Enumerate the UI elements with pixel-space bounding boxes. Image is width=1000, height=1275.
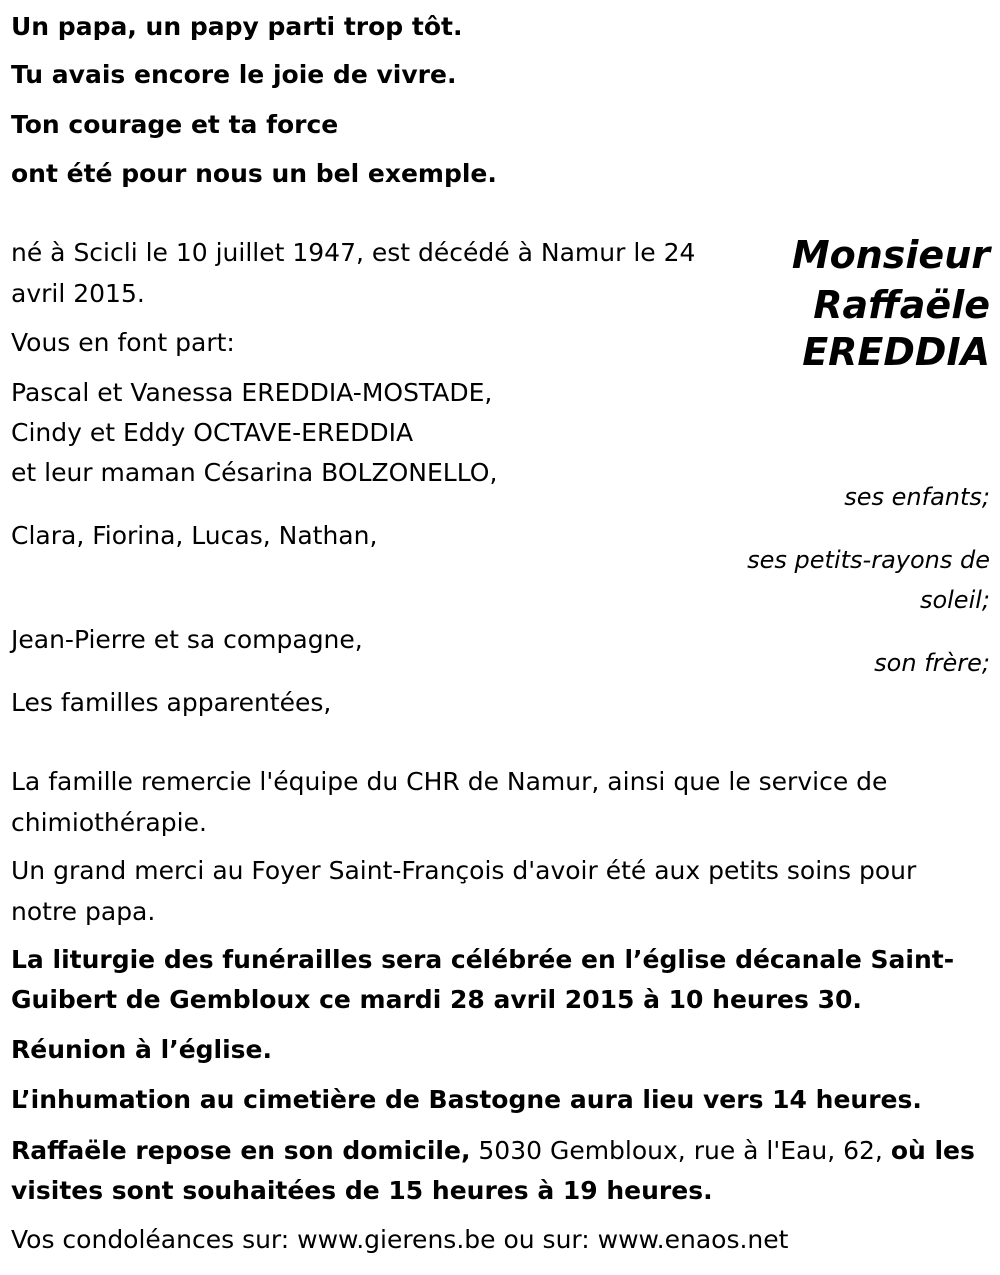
poem-line-2: Tu avais encore le joie de vivre. xyxy=(11,60,457,89)
birth-death-line-2: avril 2015. xyxy=(11,279,145,308)
liturgy-line-1: La liturgie des funérailles sera célébrée en l’église décanale Saint- xyxy=(11,945,955,974)
thanks-foyer-line-1: Un grand merci au Foyer Saint-François d'avoir été aux petits soins pour xyxy=(11,856,917,885)
children-relation: ses enfants; xyxy=(844,483,990,511)
meeting-text: Réunion à l’église. xyxy=(11,1035,273,1064)
rest-address: 5030 Gembloux, rue à l'Eau, 62, xyxy=(470,1136,891,1165)
grandchildren-names: Clara, Fiorina, Lucas, Nathan, xyxy=(11,521,378,550)
rest-bold-text-2: où les xyxy=(890,1136,975,1165)
thanks-foyer-line-2: notre papa. xyxy=(11,897,156,926)
children-line-1: Pascal et Vanessa EREDDIA-MOSTADE, xyxy=(11,378,493,407)
families-text: Les familles apparentées, xyxy=(11,688,332,717)
deceased-first-name: Raffaële xyxy=(813,283,990,327)
poem-line-1: Un papa, un papy parti trop tôt. xyxy=(11,12,463,41)
visits-text: visites sont souhaitées de 15 heures à 19 heures. xyxy=(11,1176,713,1205)
grandchildren-relation-line-1: ses petits-rayons de xyxy=(747,546,990,574)
children-line-3: et leur maman Césarina BOLZONELLO, xyxy=(11,458,498,487)
poem-line-3: Ton courage et ta force xyxy=(11,110,339,139)
deceased-title: Monsieur xyxy=(791,233,990,277)
condolences-text: Vos condoléances sur: www.gierens.be ou sur: www.enaos.net xyxy=(11,1225,789,1254)
thanks-chr-line-2: chimiothérapie. xyxy=(11,808,207,837)
brother-names: Jean-Pierre et sa compagne, xyxy=(11,625,363,654)
poem-line-4: ont été pour nous un bel exemple. xyxy=(11,159,497,188)
rest-line xyxy=(11,1136,975,1166)
grandchildren-relation-line-2: soleil; xyxy=(919,586,990,614)
burial-text: L’inhumation au cimetière de Bastogne aura lieu vers 14 heures. xyxy=(11,1085,922,1114)
deceased-last-name: EREDDIA xyxy=(802,330,990,374)
brother-relation: son frère; xyxy=(874,649,990,677)
liturgy-line-2: Guibert de Gembloux ce mardi 28 avril 2015 à 10 heures 30. xyxy=(11,985,862,1014)
birth-death-line-1: né à Scicli le 10 juillet 1947, est décédé à Namur le 24 xyxy=(11,238,696,267)
children-line-2: Cindy et Eddy OCTAVE-EREDDIA xyxy=(11,418,414,447)
announce-text: Vous en font part: xyxy=(11,328,235,357)
thanks-chr-line-1: La famille remercie l'équipe du CHR de Namur, ainsi que le service de xyxy=(11,767,888,796)
rest-bold-text: Raffaële repose en son domicile, xyxy=(11,1136,471,1165)
